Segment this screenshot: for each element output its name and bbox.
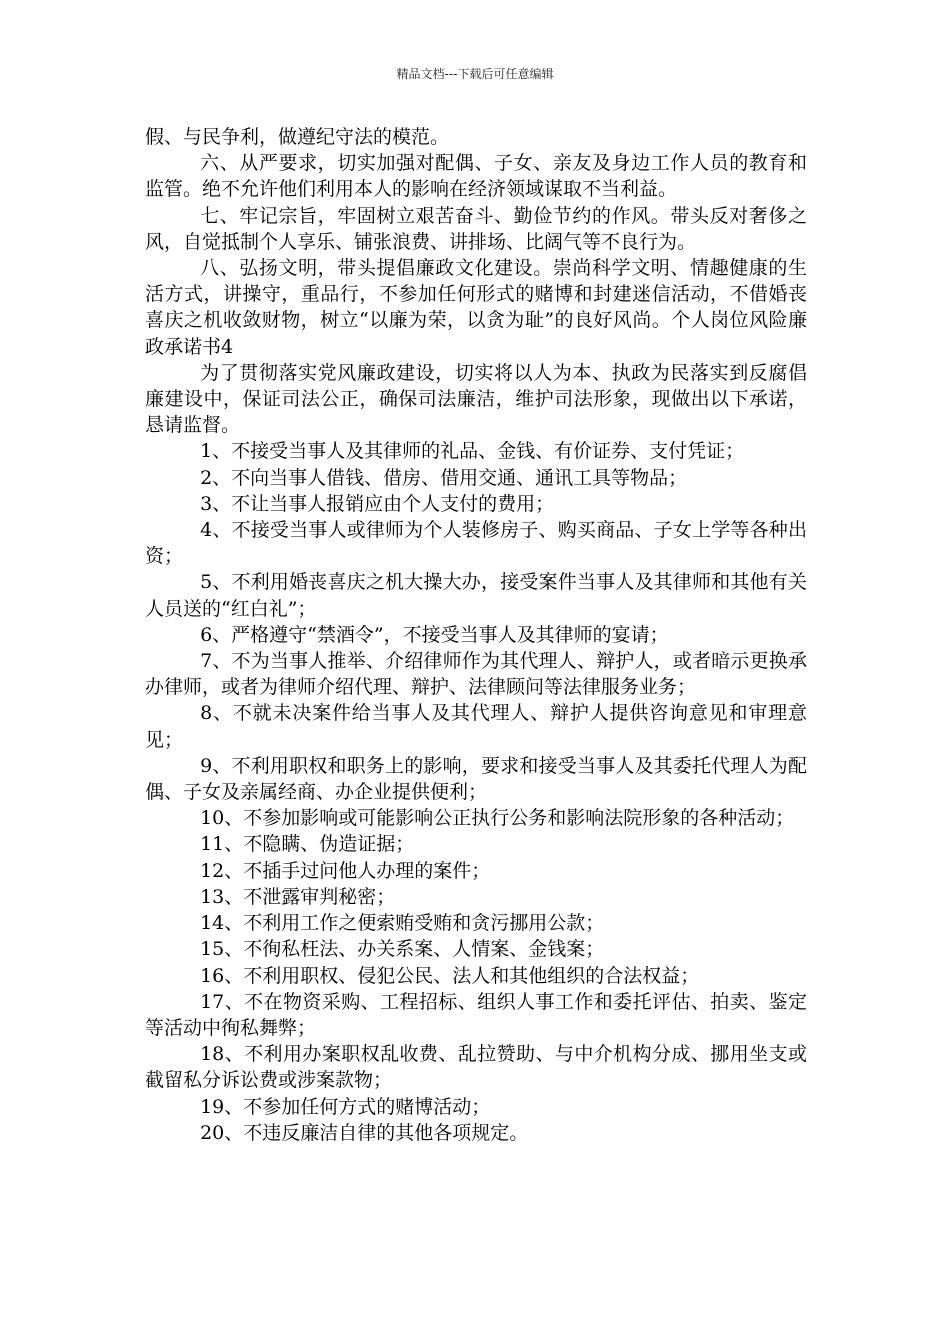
list-item: 1、不接受当事人及其律师的礼品、金钱、有价证券、支付凭证；	[200, 440, 745, 463]
list-item: 5、不利用婚丧喜庆之机大操大办，接受案件当事人及其律师和其他有关人员送的“红白礼”；	[145, 571, 807, 620]
list-item: 7、不为当事人推举、介绍律师作为其代理人、辩护人，或者暗示更换承办律师，或者为律师介绍代理、辩护、法律顾问等法律服务业务；	[145, 650, 807, 699]
paragraph: 六、从严要求，切实加强对配偶、子女、亲友及身边工作人员的教育和监管。绝不允许他们利用本人的影响在经济领域谋取不当利益。	[145, 152, 807, 201]
list-item: 15、不徇私枉法、办关系案、人情案、金钱案；	[200, 938, 605, 961]
list-item: 3、不让当事人报销应由个人支付的费用；	[200, 492, 555, 515]
page-header: 精品文档---下载后可任意编辑	[396, 67, 554, 81]
paragraph: 为了贯彻落实党风廉政建设，切实将以人为本、执政为民落实到反腐倡廉建设中，保证司法公正，确保司法廉洁，维护司法形象，现做出以下承诺，恳请监督。	[145, 361, 807, 437]
paragraph: 八、弘扬文明，带头提倡廉政文化建设。崇尚科学文明、情趣健康的生活方式，讲操守，重品行，不参加任何形式的赌博和封建迷信活动，不借婚丧喜庆之机收敛财物，树立“以廉为荣，以贪为耻”的良好风尚。个人岗位风险廉政承诺书4	[145, 257, 807, 358]
list-item: 18、不利用办案职权乱收费、乱拉赞助、与中介机构分成、挪用坐支或截留私分诉讼费或涉案款物；	[145, 1043, 807, 1092]
paragraph: 假、与民争利，做遵纪守法的模范。	[145, 126, 450, 148]
list-item: 2、不向当事人借钱、借房、借用交通、通讯工具等物品；	[200, 466, 688, 489]
list-item: 12、不插手过问他人办理的案件；	[200, 859, 491, 882]
list-item: 19、不参加任何方式的赌博活动；	[200, 1095, 491, 1118]
list-item: 6、严格遵守“禁酒令”，不接受当事人及其律师的宴请；	[200, 623, 669, 646]
list-item: 9、不利用职权和职务上的影响，要求和接受当事人及其委托代理人为配偶、子女及亲属经商、办企业提供便利；	[145, 754, 807, 804]
list-item: 16、不利用职权、侵犯公民、法人和其他组织的合法权益；	[200, 964, 700, 987]
list-item: 11、不隐瞒、伪造证据；	[200, 833, 415, 856]
list-item: 17、不在物资采购、工程招标、组织人事工作和委托评估、拍卖、鉴定等活动中徇私舞弊；	[145, 990, 807, 1039]
document-body	[145, 124, 807, 1146]
list-item: 4、不接受当事人或律师为个人装修房子、购买商品、子女上学等各种出资；	[145, 519, 807, 568]
list-item: 13、不泄露审判秘密；	[200, 885, 396, 908]
list-item: 8、不就未决案件给当事人及其代理人、辩护人提供咨询意见和审理意见；	[145, 702, 807, 751]
list-item: 14、不利用工作之便索贿受贿和贪污挪用公款；	[200, 912, 605, 935]
paragraph: 七、牢记宗旨，牢固树立艰苦奋斗、勤俭节约的作风。带头反对奢侈之风，自觉抵制个人享乐、铺张浪费、讲排场、比阔气等不良行为。	[145, 204, 807, 253]
list-item: 10、不参加影响或可能影响公正执行公务和影响法院形象的各种活动；	[200, 807, 795, 830]
list-item: 20、不违反廉洁自律的其他各项规定。	[200, 1121, 529, 1144]
